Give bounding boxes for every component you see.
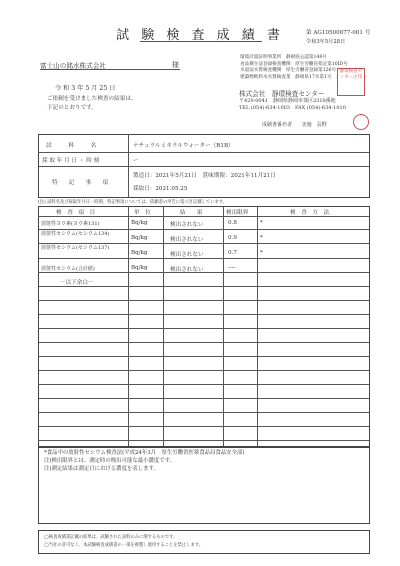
- row-result: 検出されない: [170, 222, 204, 228]
- issue-date: 令和3年5月28日: [306, 39, 346, 45]
- table-row-divider: [38, 356, 369, 357]
- row-limit: 0.7: [228, 250, 237, 256]
- header-item: 検 査 項 目: [56, 210, 96, 216]
- signer-name: 実施 長野: [301, 122, 327, 128]
- company-seal-stamp: [337, 68, 365, 96]
- issuer-company: 株式会社 静環検査センター: [239, 90, 325, 98]
- sample-date-label: 採 取 年 月 日 ・ 時 刻: [42, 158, 100, 164]
- phone-line: TEL (054)-634-1003 FAX (054)-634-1010: [239, 105, 346, 111]
- row-unit: Bq/kg: [131, 250, 148, 256]
- page-title: 試 験 検 査 成 績 書: [116, 28, 284, 43]
- report-number: 第 AG10500077-001 号: [306, 30, 371, 36]
- row-limit: 0.9: [228, 235, 237, 241]
- disclaimer-line: ◯当社の許可なく、本試験検査成績書の一部を複製し使用することを禁止します。: [44, 543, 204, 548]
- row-result: 検出されない: [170, 252, 204, 258]
- sample-name-label: 試 料 名: [46, 143, 97, 149]
- sample-name-value: ナチュラルミネラルウォーター（R1B）: [133, 143, 234, 149]
- table-row-divider: [38, 412, 369, 413]
- footnote-line: 注)測定結果は測定日における濃度を表します。: [44, 466, 159, 472]
- table-row-divider: [38, 384, 369, 385]
- notes-line: 採取日：2021.05.25: [133, 186, 188, 192]
- registration-line: 環境計量証明事業所 静岡県公認第148号: [240, 55, 327, 60]
- seal-text: 静環検査センター之印: [339, 69, 363, 80]
- table-row-divider: [38, 314, 369, 315]
- table-row-divider: [38, 370, 369, 371]
- sample-divider: [38, 152, 369, 153]
- signer: [262, 121, 327, 128]
- row-unit: Bq/kg: [131, 220, 148, 226]
- row-result: 検出されない: [170, 267, 204, 273]
- client-underline: [40, 69, 180, 70]
- row-item: 放射性セシウム(セシウム134): [41, 231, 110, 237]
- row-result: 検出されない: [170, 237, 204, 243]
- sample-note: (注) 試料名及び採取年月日・時刻、特記事項については、依頼者の申告に基づき記載しています。: [38, 200, 228, 205]
- table-row-divider: [38, 426, 369, 427]
- sample-col-divider: [128, 134, 129, 197]
- header-unit: 単 位: [134, 210, 151, 216]
- table-row-divider: [38, 286, 369, 287]
- table-row-divider: [38, 300, 369, 301]
- row-limit: 0.8: [228, 220, 237, 226]
- row-method: *: [260, 250, 263, 256]
- table-row-divider: [38, 229, 369, 230]
- table-row-divider: [38, 342, 369, 343]
- title-underline: [140, 41, 262, 42]
- row-method: *: [260, 220, 263, 226]
- table-row-divider: [38, 216, 369, 217]
- intro-line: ご依頼を受けました検査の結果は、: [47, 96, 137, 102]
- header-method: 検 査 方 法: [290, 210, 330, 216]
- notes-line: 製造日：2021年5月21日 賞味期限：2021年11月21日: [133, 173, 276, 179]
- row-unit: Bq/kg: [131, 235, 148, 241]
- table-row-divider: [38, 258, 369, 259]
- address-line: 〒420-0041 静岡県静岡市葵区2310番地: [239, 98, 336, 104]
- table-row-divider: [38, 398, 369, 399]
- sample-divider: [38, 166, 369, 167]
- table-row-divider: [38, 328, 369, 329]
- intro-line: 下記のとおりです。: [47, 104, 97, 111]
- header-limit: 検出限界: [226, 210, 249, 216]
- request-date: 令 和 3 年 5 月 25 日: [55, 85, 116, 92]
- client-honorific: 様: [172, 61, 179, 69]
- footnote-line: *食品中の放射性セシウム検査法(平成24年3月 厚生労働省医薬食品局食品安全部): [44, 450, 245, 456]
- intro-text: [47, 95, 137, 112]
- registrations: [240, 55, 348, 81]
- table-row-divider: [38, 440, 369, 441]
- end-of-data-marker: －以下余白－: [60, 280, 94, 286]
- row-unit: Bq/kg: [131, 265, 148, 271]
- notes-label: 特 記 事 項: [52, 180, 108, 186]
- table-row-divider: [38, 243, 369, 244]
- sample-date-value: ー: [133, 158, 139, 164]
- row-method: *: [260, 235, 263, 241]
- row-item: 放射性ヨウ素(ヨウ素131): [41, 221, 100, 227]
- registration-line: 食品衛生法登録検査機関 厚生労働省指定第10ID号: [240, 61, 348, 67]
- personal-seal-stamp: [353, 114, 369, 130]
- row-item: 放射性セシウム(合計値): [41, 266, 95, 272]
- signer-label: 成績書番名者: [262, 122, 293, 128]
- header-result: 結 果: [180, 210, 203, 216]
- issuer-address: [239, 98, 346, 112]
- row-limit: ----: [228, 265, 236, 271]
- footnote-line: 注)検出限界とは、測定時の検出可能な最小濃度です。: [44, 458, 176, 464]
- client-name: 富士山の銘水株式会社: [40, 62, 106, 70]
- row-item: 放射性セシウム(セシウム137): [41, 245, 110, 251]
- registration-line: 建築物飲料水水質検査業 静岡県17水第1号: [240, 74, 332, 80]
- registration-line: 水道法水質検査機関 厚生労働省登録第126号: [240, 68, 337, 74]
- disclaimer-line: ◯検査成績書記載の結果は、試験された試料のみに関するものです。: [44, 535, 178, 540]
